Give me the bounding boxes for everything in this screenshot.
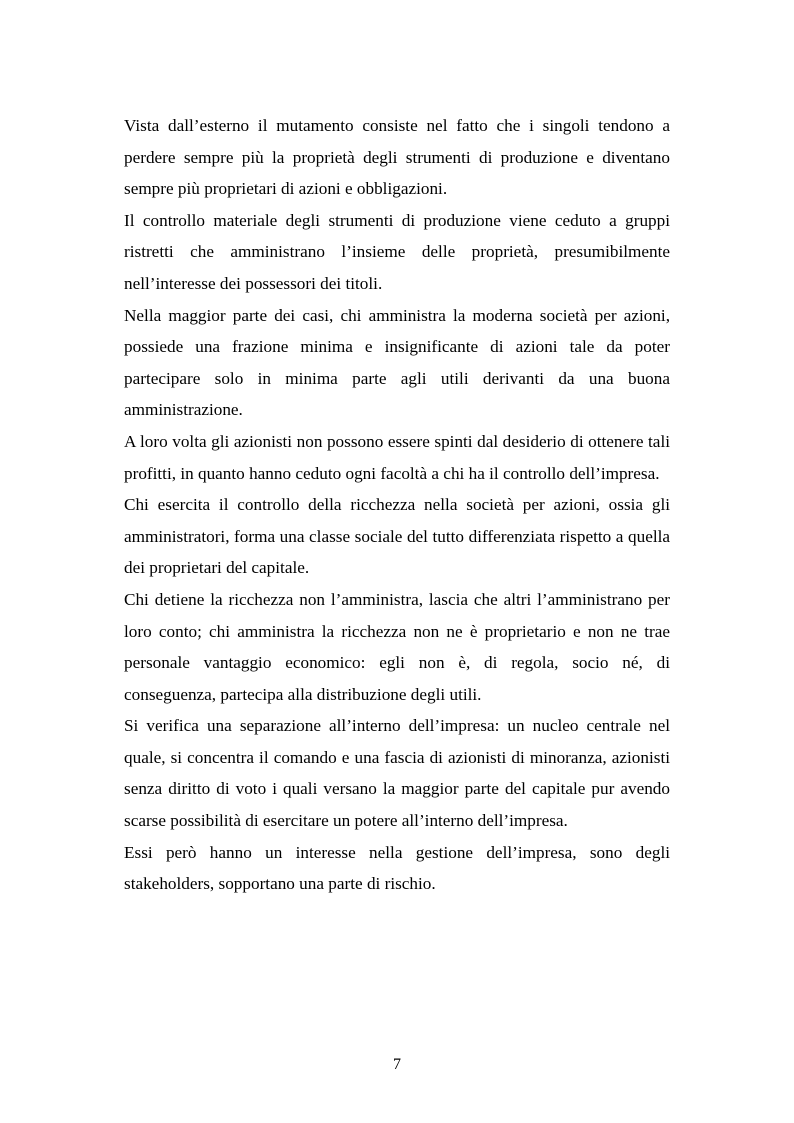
- paragraph: Essi però hanno un interesse nella gestione dell’impresa, sono degli stakeholders, sopportano una parte di rischio.: [124, 842, 670, 894]
- paragraph: Chi esercita il controllo della ricchezza nella società per azioni, ossia gli amministratori, forma una classe sociale del tutto differenziata rispetto a quella dei proprietari del capitale.: [124, 495, 670, 578]
- paragraph: A loro volta gli azionisti non possono essere spinti dal desiderio di ottenere tali profitti, in quanto hanno ceduto ogni facoltà a chi ha il controllo dell’impresa.: [124, 431, 670, 483]
- paragraph: Chi detiene la ricchezza non l’amministra, lascia che altri l’amministrano per loro conto; chi amministra la ricchezza non ne è proprietario e non ne trae personale vantaggio economico: egli non è, di regola, socio né, di conseguenza, partecipa alla distribuzione degli utili.: [124, 589, 670, 704]
- page-number: 7: [393, 1056, 401, 1073]
- paragraph: Nella maggior parte dei casi, chi amministra la moderna società per azioni, possiede una frazione minima e insignificante di azioni tale da poter partecipare solo in minima parte agli utili derivanti da una buona amministrazione.: [124, 305, 670, 420]
- paragraph: Si verifica una separazione all’interno dell’impresa: un nucleo centrale nel quale, si concentra il comando e una fascia di azionisti di minoranza, azionisti senza diritto di voto i quali versano la maggior parte del capitale pur avendo scarse possibilità di esercitare un potere all’interno dell’impresa.: [124, 716, 670, 831]
- paragraph: Il controllo materiale degli strumenti di produzione viene ceduto a gruppi ristretti che amministrano l’insieme delle proprietà, presumibilmente nell’interesse dei possessori dei titoli.: [124, 210, 670, 293]
- document-body: [124, 110, 670, 900]
- paragraph: Vista dall’esterno il mutamento consiste nel fatto che i singoli tendono a perdere sempre più la proprietà degli strumenti di produzione e diventano sempre più proprietari di azioni e obbligazioni.: [124, 116, 670, 199]
